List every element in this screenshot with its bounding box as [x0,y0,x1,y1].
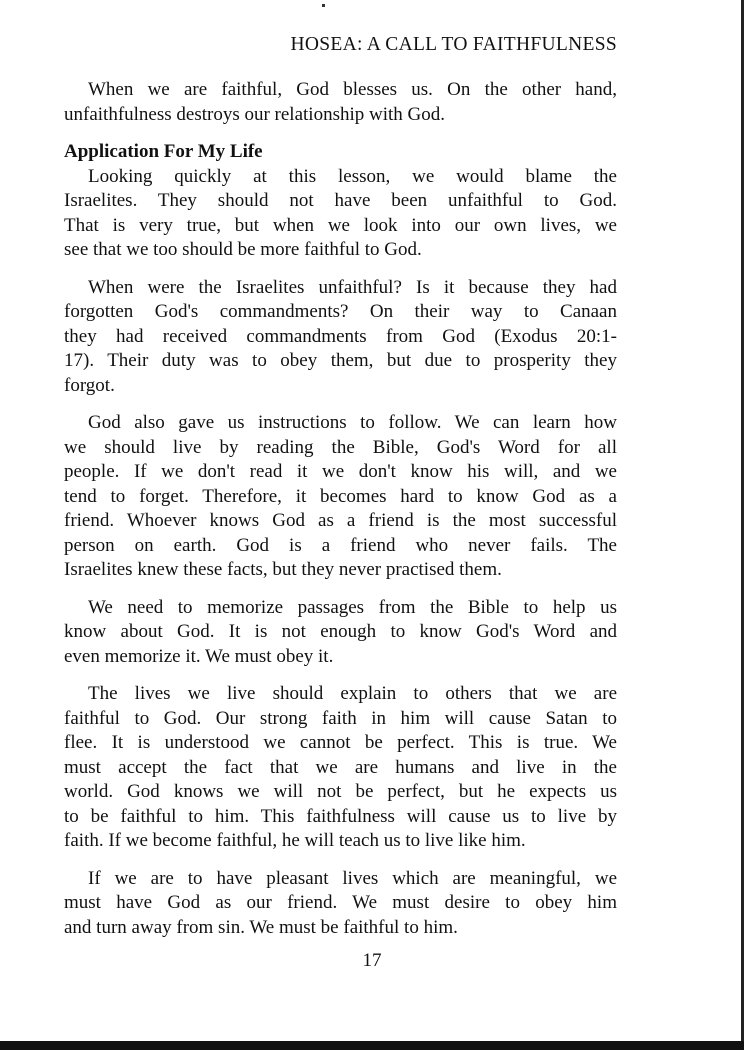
text-line: we should live by reading the Bible, God's Word for all [64,436,617,458]
paragraph [64,165,617,263]
text-line: forgotten God's commandments? On their way to Canaan [64,301,617,322]
text-line: forgot. [64,374,115,396]
text-line: That is very true, but when we look into our own lives, we [64,214,617,236]
text-line: must accept the fact that we are humans and live in the [64,756,617,778]
paragraph [64,276,617,399]
paragraph [64,411,617,583]
scan-speck [322,4,325,7]
running-header: HOSEA: A CALL TO FAITHFULNESS [290,34,617,55]
text-line: Looking quickly at this lesson, we would blame the [88,165,617,187]
page-number: 17 [362,950,382,971]
text-line: When were the Israelites unfaithful? Is it because they had [88,276,617,298]
text-line: people. If we don't read it we don't know his will, and we [64,461,617,482]
text-line: 17). Their duty was to obey them, but due to prosperity they [64,350,617,371]
page-edge-bottom [0,1041,744,1050]
text-line: God also gave us instructions to follow. We can learn how [88,412,617,433]
text-line: see that we too should be more faithful to God. [64,239,422,260]
paragraph [64,596,617,670]
paragraphs [64,165,617,941]
text-line: they had received commandments from God (Exodus 20:1- [64,325,617,347]
text-line: If we are to have pleasant lives which are meaningful, we [88,867,617,889]
text-line: world. God knows we will not be perfect, but he expects us [64,781,617,802]
text-line: must have God as our friend. We must desire to obey him [64,892,617,913]
paragraph [64,682,617,854]
text-line: flee. It is understood we cannot be perfect. This is true. We [64,732,617,753]
text-line: unfaithfulness destroys our relationship with God. [64,103,446,125]
text-line: Israelites. They should not have been unfaithful to God. [64,190,617,211]
text-line: faith. If we become faithful, he will teach us to live like him. [64,830,526,851]
text-line: person on earth. God is a friend who never fails. The [64,534,617,556]
intro-paragraph [64,78,617,127]
text-line: to be faithful to him. This faithfulness will cause us to live by [64,805,617,827]
text-line: tend to forget. Therefore, it becomes hard to know God as a [64,485,617,507]
text-line: When we are faithful, God blesses us. On the other hand, [88,79,617,100]
text-line: Israelites knew these facts, but they never practised them. [64,559,502,580]
text-line: The lives we live should explain to others that we are [88,683,617,704]
text-line: faithful to God. Our strong faith in him will cause Satan to [64,707,617,729]
text-line: We need to memorize passages from the Bible to help us [88,596,617,618]
paragraph [64,867,617,941]
section-heading: Application For My Life [64,141,263,162]
text-line: friend. Whoever knows God as a friend is the most successful [64,510,617,531]
text-line: know about God. It is not enough to know God's Word and [64,621,617,642]
text-line: and turn away from sin. We must be faithful to him. [64,916,458,938]
text-line: even memorize it. We must obey it. [64,645,334,667]
page-body [64,78,617,953]
